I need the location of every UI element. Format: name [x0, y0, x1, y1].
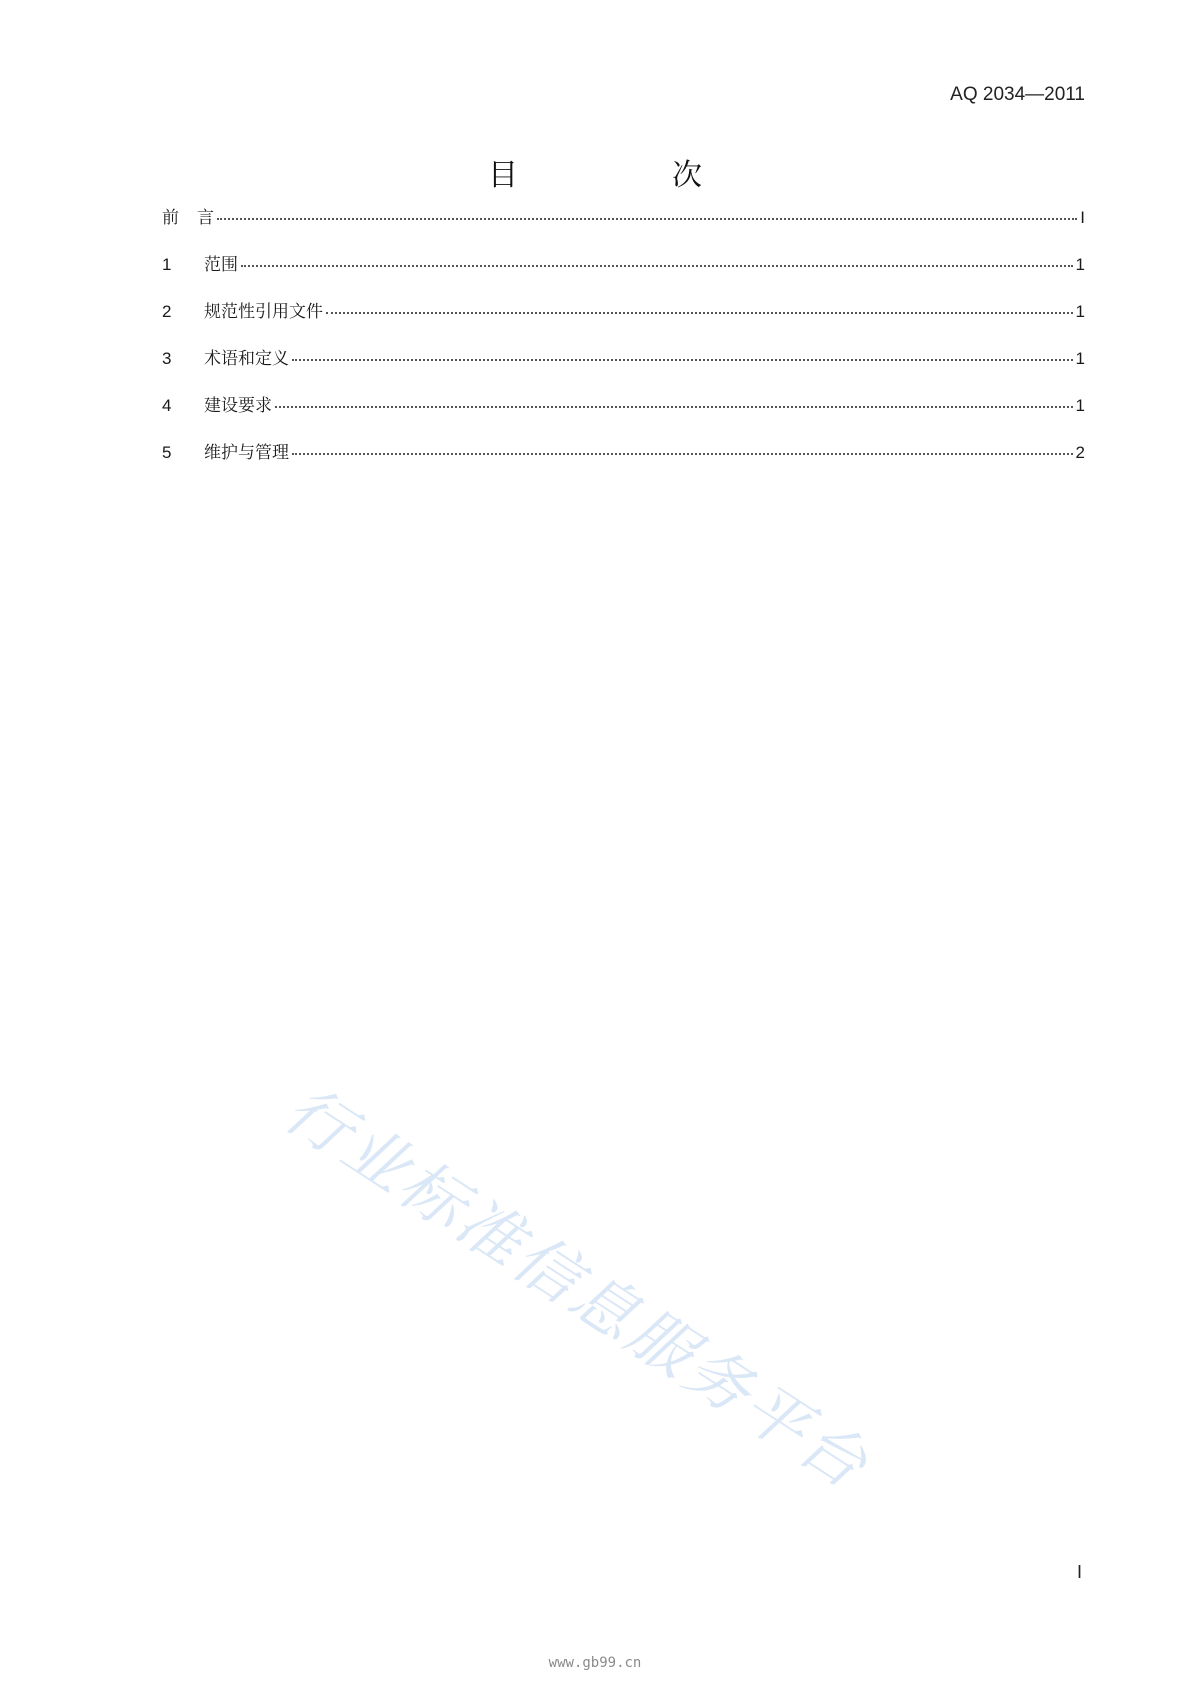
toc-entry-page: 1: [1075, 255, 1085, 274]
toc-entry-construction-requirements[interactable]: [162, 391, 1085, 438]
toc-leader-dots: [292, 359, 1073, 361]
toc-entry-number: 1: [162, 255, 172, 274]
toc-entry-label: 术语和定义: [204, 349, 289, 369]
toc-entry-number: 4: [162, 396, 172, 415]
toc-leader-dots: [217, 218, 1077, 220]
toc-leader-dots: [326, 312, 1073, 314]
toc-entry-preface[interactable]: [162, 203, 1085, 250]
toc-entry-label: 规范性引用文件: [204, 302, 323, 322]
toc-entry-number: 3: [162, 349, 172, 368]
toc-leader-dots: [292, 453, 1073, 455]
toc-entry-maintenance-management[interactable]: [162, 438, 1085, 485]
toc-entry-number: 2: [162, 302, 172, 321]
toc-entry-label: 前言: [162, 208, 232, 228]
toc-entry-terms-definitions[interactable]: [162, 344, 1085, 391]
toc-entry-scope[interactable]: [162, 250, 1085, 297]
standard-code: AQ 2034—2011: [950, 84, 1085, 105]
toc-title: 目 次: [488, 158, 764, 193]
toc-entry-number: 5: [162, 443, 172, 462]
toc-entry-page: 2: [1075, 443, 1085, 462]
toc-leader-dots: [241, 265, 1073, 267]
toc-entry-page: 1: [1075, 396, 1085, 415]
toc-entry-page: 1: [1075, 302, 1085, 321]
toc-entry-page: I: [1080, 208, 1085, 227]
page-number: I: [1076, 1562, 1082, 1582]
table-of-contents: [162, 203, 1085, 485]
toc-entry-page: 1: [1075, 349, 1085, 368]
toc-entry-label: 维护与管理: [204, 443, 289, 463]
watermark: 行业标准信息服务平台: [271, 1072, 883, 1505]
footer-url: www.gb99.cn: [548, 1655, 642, 1671]
toc-entry-normative-references[interactable]: [162, 297, 1085, 344]
toc-entry-label: 建设要求: [204, 396, 272, 416]
toc-leader-dots: [275, 406, 1073, 408]
toc-entry-label: 范围: [204, 255, 238, 275]
